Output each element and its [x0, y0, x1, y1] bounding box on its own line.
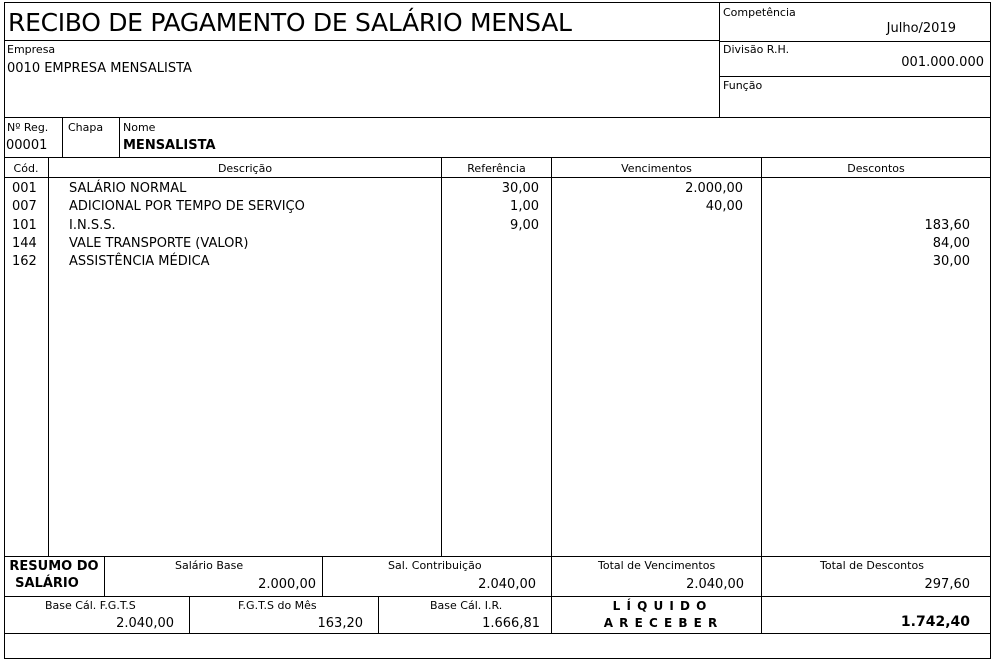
competencia-value: Julho/2019 [886, 21, 956, 36]
cell-cod: 101 [12, 217, 37, 233]
cell-cod: 144 [12, 235, 37, 251]
fgts-mes-value: 163,20 [317, 616, 363, 631]
salario-base-value: 2.000,00 [258, 577, 316, 592]
empresa-label: Empresa [7, 43, 56, 56]
salario-base-label: Salário Base [175, 559, 244, 572]
competencia-label: Competência [723, 6, 796, 19]
base-ir-label: Base Cál. I.R. [430, 599, 503, 612]
table-row [0, 253, 998, 271]
cell-cod: 162 [12, 254, 37, 270]
table-row [0, 198, 998, 216]
cell-cod: 001 [12, 181, 37, 196]
divisao-value: 001.000.000 [901, 55, 984, 70]
base-fgts-value: 2.040,00 [116, 616, 174, 631]
cell-descricao: ADICIONAL POR TEMPO DE SERVIÇO [69, 199, 305, 215]
col-referencia-header: Referência [467, 162, 526, 175]
total-descontos-value: 297,60 [924, 577, 970, 592]
cell-referencia: 1,00 [510, 199, 539, 215]
liquido-label-line1: L Í Q U I D O [612, 599, 708, 613]
liquido-label-line2: A R E C E B E R [603, 616, 719, 630]
cell-vencimentos: 40,00 [705, 199, 743, 215]
fgts-mes-label: F.G.T.S do Mês [238, 599, 317, 612]
reg-label: Nº Reg. [7, 121, 49, 134]
table-row [0, 235, 998, 253]
total-descontos-label: Total de Descontos [820, 559, 924, 572]
chapa-label: Chapa [68, 121, 104, 134]
cell-descontos: 84,00 [932, 235, 970, 251]
col-cod-header: Cód. [13, 162, 39, 175]
cell-descricao: I.N.S.S. [69, 217, 116, 233]
base-ir-value: 1.666,81 [482, 616, 540, 631]
sal-contribuicao-value: 2.040,00 [478, 577, 536, 592]
funcao-label: Função [723, 79, 763, 92]
resumo-label-line2: SALÁRIO [15, 576, 79, 591]
cell-referencia: 9,00 [510, 217, 539, 233]
cell-vencimentos: 2.000,00 [685, 181, 743, 196]
resumo-label-line1: RESUMO DO [9, 559, 99, 574]
cell-descricao: SALÁRIO NORMAL [69, 181, 187, 196]
total-vencimentos-label: Total de Vencimentos [598, 559, 716, 572]
cell-descontos: 30,00 [932, 254, 970, 270]
page-title: RECIBO DE PAGAMENTO DE SALÁRIO MENSAL [8, 8, 572, 37]
sal-contribuicao-label: Sal. Contribuição [388, 559, 482, 572]
table-row [0, 180, 998, 198]
base-fgts-label: Base Cál. F.G.T.S [45, 599, 136, 612]
total-vencimentos-value: 2.040,00 [686, 577, 744, 592]
table-row [0, 217, 998, 235]
cell-descricao: ASSISTÊNCIA MÉDICA [69, 254, 210, 270]
liquido-value: 1.742,40 [900, 614, 970, 630]
nome-value: MENSALISTA [123, 138, 216, 153]
col-descricao-header: Descrição [217, 162, 273, 175]
reg-value: 00001 [6, 138, 48, 153]
col-vencimentos-header: Vencimentos [621, 162, 692, 175]
cell-cod: 007 [12, 199, 37, 215]
divisao-label: Divisão R.H. [723, 43, 790, 56]
nome-label: Nome [123, 121, 156, 134]
col-descontos-header: Descontos [847, 162, 905, 175]
cell-descricao: VALE TRANSPORTE (VALOR) [69, 235, 249, 251]
cell-referencia: 30,00 [501, 181, 539, 196]
empresa-value: 0010 EMPRESA MENSALISTA [7, 61, 192, 76]
cell-descontos: 183,60 [924, 217, 970, 233]
